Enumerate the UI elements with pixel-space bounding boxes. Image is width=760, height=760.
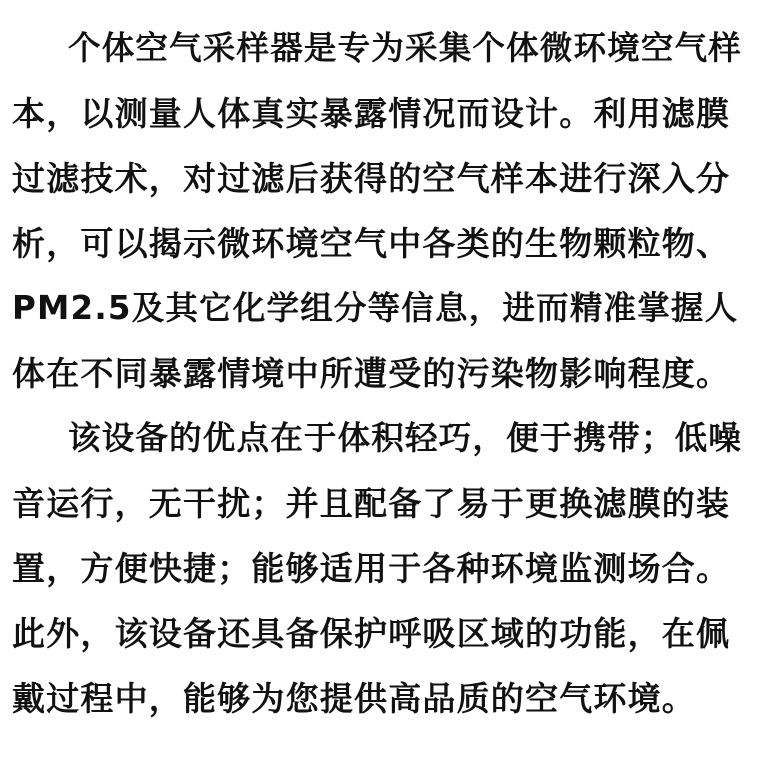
text-line: 本，以测量人体真实暴露情况而设计。利用滤膜 [12,94,731,133]
paragraph-2 [12,406,748,731]
text-line: 该设备的优点在于体积轻巧，便于携带；低噪 [68,419,743,457]
paragraph-1 [12,16,748,406]
document-body [12,16,748,731]
text-line: 戴过程中，能够为您提供高品质的空气环境。 [12,679,696,718]
text-line: 过滤技术，对过滤后获得的空气样本进行深入分 [12,159,731,198]
text-line: 置，方便快捷；能够适用于各种环境监测场合。 [12,549,731,588]
text-line: 此外，该设备还具备保护呼吸区域的功能，在佩 [12,614,731,653]
text-line: 体在不同暴露情境中所遭受的污染物影响程度。 [12,354,731,393]
text-line: 个体空气采样器是专为采集个体微环境空气样 [68,29,743,67]
text-line: 析，可以揭示微环境空气中各类的生物颗粒物、 [12,224,731,263]
text-line: 音运行，无干扰；并且配备了易于更换滤膜的装 [12,484,731,523]
text-line: PM2.5及其它化学组分等信息，进而精准掌握人 [12,289,739,327]
